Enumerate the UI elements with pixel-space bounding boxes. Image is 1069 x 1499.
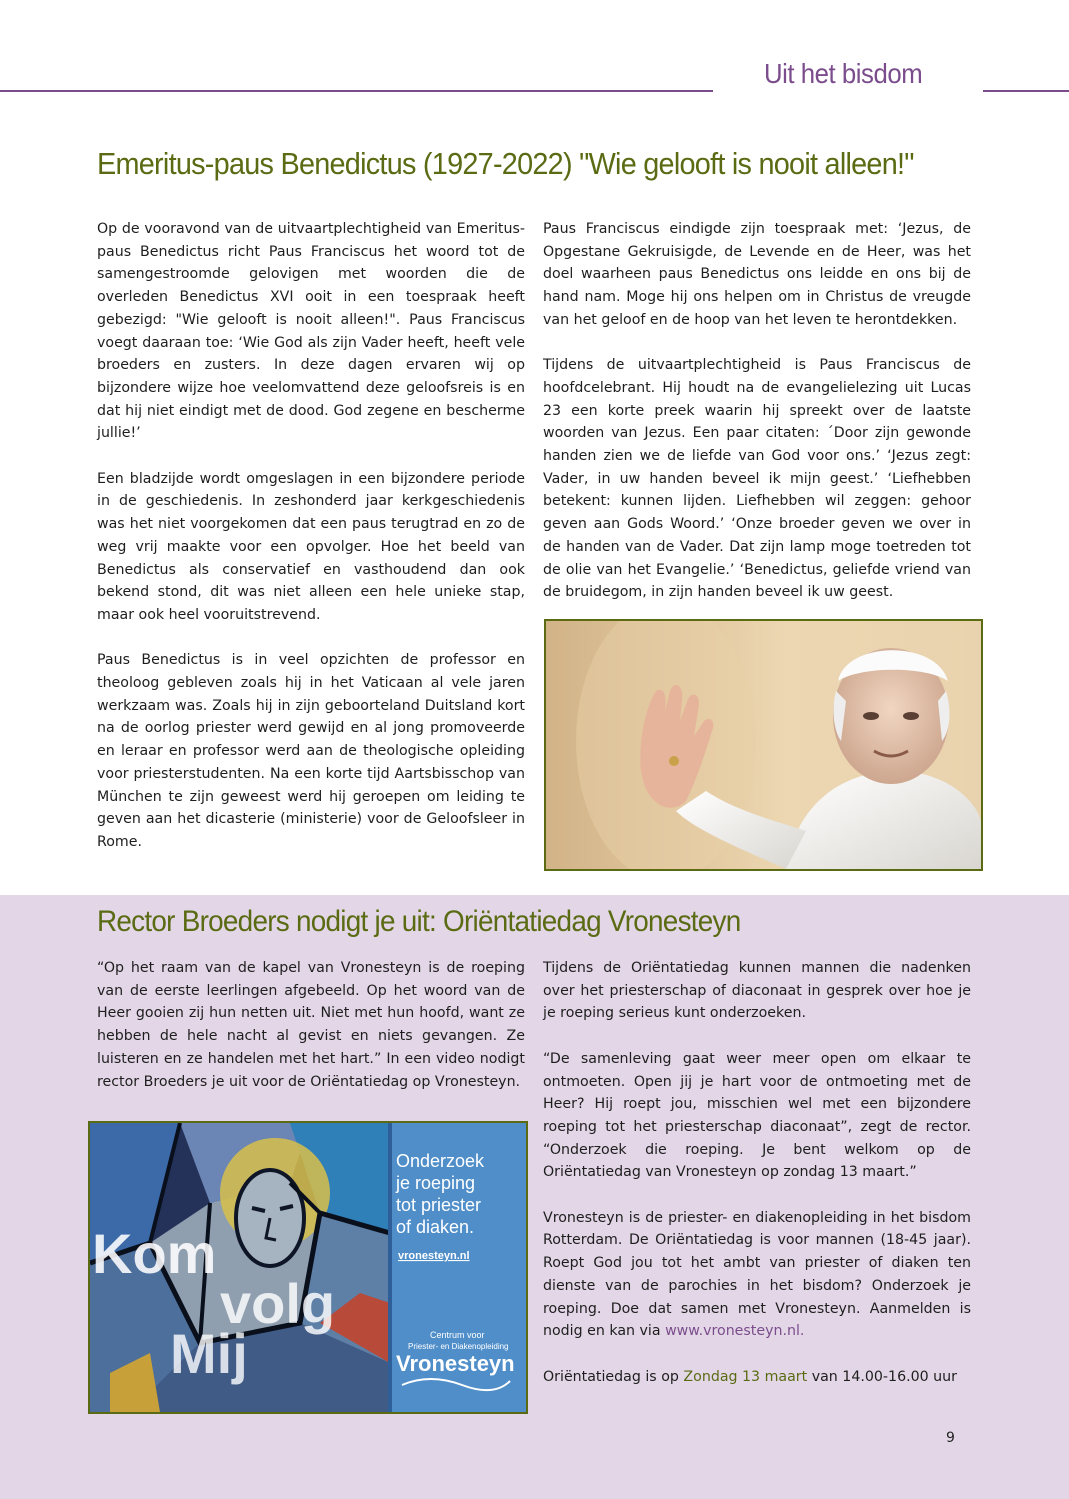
paragraph-text: van 14.00-16.00 uur [811, 1368, 957, 1385]
paragraph-text: Oriëntatiedag is op [543, 1368, 679, 1385]
paragraph: “Op het raam van de kapel van Vronesteyn is de roeping van de eerste leerlingen afgebeeld. Op het woord van de Heer gooien zij hun netten uit. Niet met hun hoofd, want ze hebben de hele nacht al gevist en niets gevangen. Ze luisteren en ze handelen met het hart.” In een video nodigt rector Broeders je uit voor de Oriëntatiedag op Vronesteyn. [97, 960, 525, 1090]
header-rule-right [983, 90, 1069, 92]
article-column-right [543, 957, 971, 1411]
paragraph [543, 1366, 971, 1389]
article-column-left [97, 957, 525, 1116]
poster-centre-line: Centrum voor [430, 1330, 485, 1340]
paragraph: Tijdens de Oriëntatiedag kunnen mannen die nadenken over het priesterschap of diaconaat in gesprek over hoe je je roeping serieus kunt onderzoeken. [543, 960, 971, 1022]
article-column-left [97, 218, 525, 876]
vronesteyn-poster [88, 1121, 528, 1414]
pope-portrait-illustration [546, 621, 981, 869]
pope-benedict-photo [544, 619, 983, 871]
poster-line-kom: Kom [92, 1222, 217, 1285]
poster-tagline: of diaken. [396, 1217, 475, 1237]
poster-line-mij: Mij [170, 1322, 248, 1385]
paragraph: Een bladzijde wordt omgeslagen in een bijzondere periode in de geschiedenis. In zeshonderd jaar kerkgeschiedenis was het niet voorgekomen dat een paus terugtrad en zo de weg vrij maakte voor een opvolger. Hoe het beeld van Benedictus als conservatief en vasthoudend dan ook bekend stond, dit was niet alleen een hele unieke stap, maar ook heel vooruitstrevend. [97, 470, 525, 623]
poster-tagline: je roeping [396, 1173, 476, 1193]
paragraph: Tijdens de uitvaartplechtigheid is Paus Franciscus de hoofdcelebrant. Hij houdt na de evangelielezing uit Lucas 23 een korte preek waarin hij spreekt over de laatste woorden van Jezus. Een paar citaten: ´Door zijn gewonde handen zien we de liefde van God voor ons.’ ‘Jezus zegt: Vader, in uw handen beveel ik mijn geest.’ ‘Liefhebben betekent: kunnen lijden. Liefhebben wil zeggen: gehoor geven aan Gods Woord.’ ‘Onze broeder geven we over in de handen van de Vader. Dat zijn lamp moge toetreden tot de olie van het Evangelie.’ ‘Benedictus, geliefde vriend van de bruidegom, in zijn handen beveel ik uw geest. [543, 357, 971, 601]
paragraph: Op de vooravond van de uitvaartplechtigheid van Emeritus-paus Benedictus richt Paus Franciscus het woord tot de samengestroomde gelovigen met woorden die de overleden Benedictus XVI ooit in een toespraak heeft gebezigd: "Wie gelooft is nooit alleen!". Paus Franciscus voegt daaraan toe: ‘Wie God als zijn Vader heeft, heeft vele broeders en zusters. In deze dagen ervaren wij op bijzondere wijze hoe veelomvattend deze geloofsreis is en dat hij niet eindigt met de dood. God zegene en bescherme jullie!’ [97, 221, 525, 442]
section-label: Uit het bisdom [764, 58, 923, 89]
poster-centre-line: Priester- en Diakenopleiding [408, 1342, 509, 1351]
poster-tagline: tot priester [396, 1195, 482, 1215]
event-date: Zondag 13 maart [683, 1368, 808, 1385]
paragraph [543, 1207, 971, 1343]
article-title: Emeritus-paus Benedictus (1927-2022) "Wie gelooft is nooit alleen!" [97, 146, 914, 181]
header-rule-left [0, 90, 713, 92]
poster-brand: Vronesteyn [396, 1351, 515, 1376]
poster-tagline: Onderzoek [396, 1151, 485, 1171]
poster-url: vronesteyn.nl [398, 1250, 470, 1262]
vronesteyn-link[interactable]: www.vronesteyn.nl. [665, 1323, 805, 1340]
paragraph: Paus Benedictus is in veel opzichten de professor en theoloog gebleven zoals hij in het Vaticaan al vele jaren werkzaam was. Zoals hij in zijn geboorteland Duitsland kort na de oorlog priester werd gewijd en al jong promoveerde en leraar en professor werd aan de theologische opleiding voor priesterstudenten. Na een korte tijd Aartsbisschop van München te zijn geweest werd hij geroepen om leiding te geven aan het dicasterie (ministerie) voor de Geloofsleer in Rome. [97, 652, 525, 850]
stained-glass-illustration [90, 1123, 526, 1412]
page-number: 9 [946, 1430, 955, 1446]
poster-line-volg: volg [220, 1272, 336, 1335]
article-column-right [543, 218, 971, 627]
paragraph: “De samenleving gaat weer meer open om elkaar te ontmoeten. Open jij je hart voor de ontmoeting met de Heer? Hij roept jou, misschien wel met een bijzondere roeping tot het priesterschap diaconaat”, zegt de rector. “Onderzoek die roeping. Je bent welkom op de Oriëntatiedag van Vronesteyn op zondag 13 maart.” [543, 1050, 971, 1181]
paragraph-text: Vronesteyn is de priester- en diakenopleiding in het bisdom Rotterdam. De Oriëntatiedag is voor mannen (18-45 jaar). Roept God jou tot het ambt van priester of diaken ten dienste van de parochies in het bisdom? Onderzoek je roeping. Doe dat samen met Vronesteyn. Aanmelden is nodig en kan via [543, 1209, 971, 1340]
article-title: Rector Broeders nodigt je uit: Oriëntatiedag Vronesteyn [97, 905, 741, 938]
paragraph: Paus Franciscus eindigde zijn toespraak met: ‘Jezus, de Opgestane Gekruisigde, de Levende en de Heer, was het doel waarheen paus Benedictus ons leidde en ons bij de hand nam. Moge hij ons helpen om in Christus de vreugde van het geloof en de hoop van het leven te herontdekken. [543, 221, 971, 328]
